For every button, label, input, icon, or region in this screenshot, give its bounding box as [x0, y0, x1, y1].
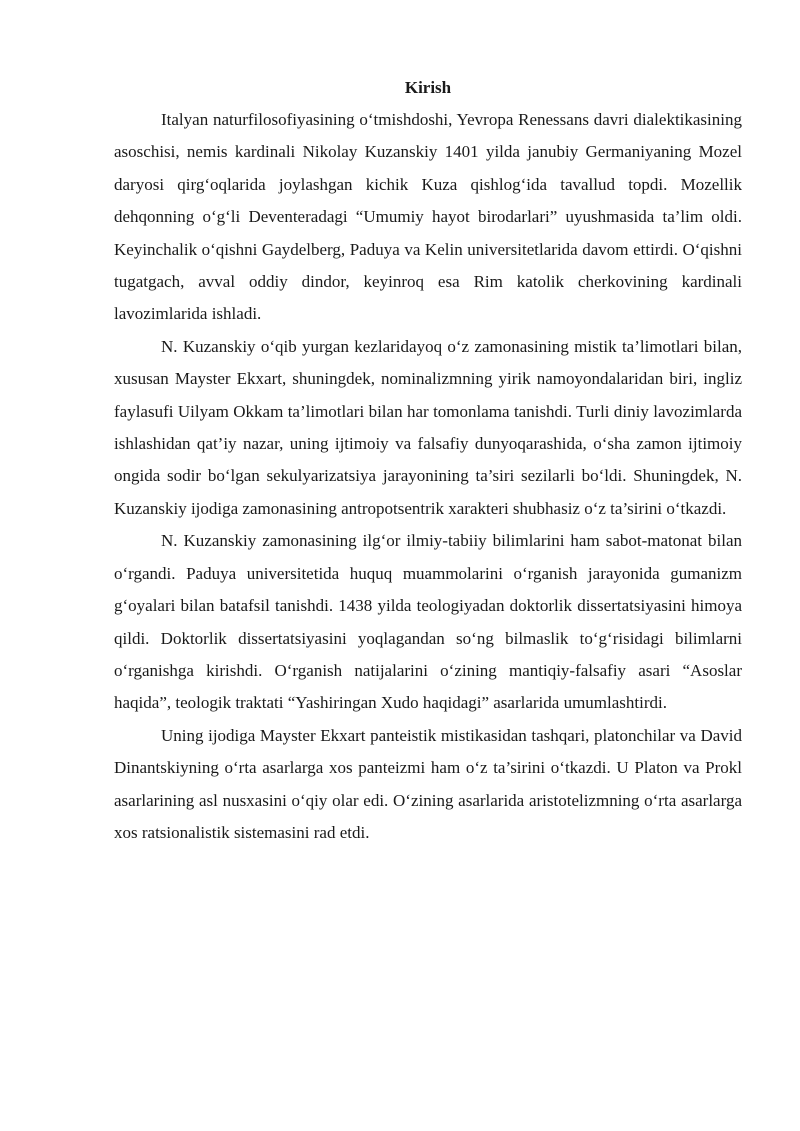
paragraph-2: N. Kuzanskiy o‘qib yurgan kezlaridayoq o‘z zamonasining mistik ta’limotlari bilan, xususan Mayster Ekxart, shuningdek, nominalizmning yirik namoyondalaridan biri, ingliz faylasufi Uilyam Okkam ta’limotlari bilan har tomonlama tanishdi. Turli diniy lavozimlarda ishlashidan qat’iy nazar, uning ijtimoiy va falsafiy dunyoqarashida, o‘sha zamon ijtimoiy ongida sodir bo‘lgan sekulyarizatsiya jarayonining ta’siri sezilarli bo‘ldi. Shuningdek, N. Kuzanskiy ijodiga zamonasining antropotsentrik xarakteri shubhasiz o‘z ta’sirini o‘tkazdi.: [114, 336, 742, 518]
paragraph-3: N. Kuzanskiy zamonasining ilg‘or ilmiy-tabiiy bilimlarini ham sabot-matonat bilan o‘rgandi. Paduya universitetida huquq muammolarini o‘rganish jarayonida gumanizm g‘oyalari bilan batafsil tanishdi. 1438 yilda teologiyadan doktorlik dissertatsiyasini himoya qildi. Doktorlik dissertatsiyasini yoqlagandan so‘ng bilmaslik to‘g‘risidagi bilimlarni o‘rganishga kirishdi. O‘rganish natijalarini o‘zining mantiqiy-falsafiy asari “Asoslar haqida”, teologik traktati “Yashiringan Xudo haqidagi” asarlarida umumlashtirdi.: [114, 531, 742, 713]
section-title: Kirish: [404, 78, 452, 97]
paragraph-4: Uning ijodiga Mayster Ekxart panteistik mistikasidan tashqari, platonchilar va David Dinantskiyning o‘rta asarlarga xos panteizmi ham o‘z ta’sirini o‘tkazdi. U Platon va Prokl asarlarining asl nusxasini o‘qiy olar edi. O‘zining asarlarida aristotelizmning o‘rta asarlarga xos ratsionalistik sistemasini rad etdi.: [114, 725, 742, 842]
document-page: [114, 72, 742, 849]
paragraph-1: Italyan naturfilosofiyasining o‘tmishdoshi, Yevropa Renessans davri dialektikasining asoschisi, nemis kardinali Nikolay Kuzanskiy 1401 yilda janubiy Germaniyaning Mozel daryosi qirg‘oqlarida joylashgan kichik Kuza qishlog‘ida tavallud topdi. Mozellik dehqonning o‘g‘li Deventeradagi “Umumiy hayot birodarlari” uyushmasida ta’lim oldi. Keyinchalik o‘qishni Gaydelberg, Paduya va Kelin universitetlarida davom ettirdi. O‘qishni tugatgach, avval oddiy dindor, keyinroq esa Rim katolik cherkovining kardinali lavozimlarida ishladi.: [114, 110, 742, 324]
